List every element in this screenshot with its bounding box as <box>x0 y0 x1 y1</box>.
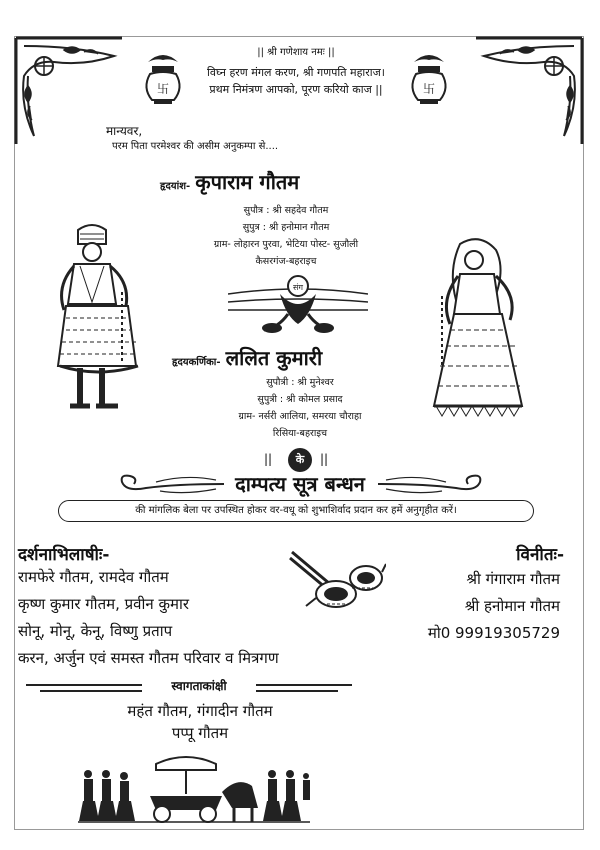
knot-label: संग <box>293 283 303 292</box>
ke-bars-left: || <box>264 452 273 466</box>
kalash-icon-left <box>140 48 186 106</box>
darshan-line: कृष्ण कुमार गौतम, प्रवीन कुमार <box>18 595 189 613</box>
knot-icon <box>228 274 368 336</box>
baraat-procession-illustration <box>76 752 312 826</box>
vineet-list <box>428 566 560 647</box>
vineet-line: मो0 99919305729 <box>427 624 560 642</box>
groom-detail-line: सुपौत्र : श्री सहदेव गौतम <box>243 205 329 216</box>
darshan-line: रामफेरे गौतम, रामदेव गौतम <box>18 568 169 586</box>
darshan-heading: दर्शनाभिलाषीः- <box>18 545 110 565</box>
ke-label: के <box>288 448 312 472</box>
groom-details <box>176 202 396 270</box>
event-title: दाम्पत्य सूत्र बन्धन <box>235 472 365 496</box>
vineet-heading: विनीतः- <box>516 545 564 565</box>
bride-details <box>200 374 400 442</box>
swirl-ornament-right <box>376 470 486 498</box>
darshan-line: सोनू, मोनू, केनू, विष्णु प्रताप <box>18 622 173 640</box>
invite-line: की मांगलिक बेला पर उपस्थित होकर वर-वधू को शुभाशिर्वाद प्रदान कर हमें अनुगृहीत करें। <box>58 500 534 522</box>
bride-illustration <box>430 236 526 428</box>
groom-name: कृपाराम गौतम <box>195 170 300 194</box>
couplet <box>186 64 406 98</box>
welcome-line: पप्पू गौतम <box>171 724 229 742</box>
darshan-line: करन, अर्जुन एवं समस्त गौतम परिवार व मित्रगण <box>18 649 279 667</box>
couplet-line-1: विघ्न हरण मंगल करण, श्री गणपति महाराज। <box>207 66 385 79</box>
salutation: मान्यवर, <box>106 124 143 138</box>
svg-text:卐: 卐 <box>156 82 170 96</box>
bride-detail-line: सुपुत्री : श्री कोमल प्रसाद <box>257 394 343 405</box>
kalash-icon-right <box>406 48 452 106</box>
groom-detail-line: ग्राम- लोहारन पुरवा, भेटिया पोस्ट- सुजौली <box>213 239 359 250</box>
bride-prefix: हृदयकर्णिका- <box>172 357 221 368</box>
divider-right <box>256 690 338 692</box>
groom-detail-line: कैसरगंज-बहराइच <box>255 256 317 267</box>
divider-right <box>256 684 352 686</box>
vineet-line: श्री हनोमान गौतम <box>464 597 560 615</box>
svg-text:卐: 卐 <box>422 82 436 96</box>
dhol-drums-icon <box>286 548 386 612</box>
vineet-line: श्री गंगाराम गौतम <box>466 570 560 588</box>
bride-title <box>172 344 322 371</box>
couplet-line-2: प्रथम निमंत्रण आपको, पूरण करियो काज || <box>209 83 383 96</box>
divider-left <box>40 690 142 692</box>
invocation-text: || श्री गणेशाय नमः || <box>257 47 335 58</box>
blessing-line: परम पिता परमेश्वर की असीम अनुकम्पा से.... <box>112 141 279 152</box>
ke-bars-right: || <box>320 452 329 466</box>
welcome-heading: स्वागताकांक्षी <box>171 679 227 693</box>
welcome-list <box>40 700 360 744</box>
bride-detail-line: ग्राम- नर्सरी आलिया, समरया चौराहा <box>238 411 362 422</box>
groom-title <box>160 168 299 195</box>
groom-illustration <box>40 222 140 420</box>
welcome-line: महंत गौतम, गंगादीन गौतम <box>127 702 273 720</box>
groom-prefix: हृदयांश- <box>160 181 191 192</box>
groom-detail-line: सुपुत्र : श्री हनोमान गौतम <box>242 222 330 233</box>
bride-name: ललित कुमारी <box>225 346 323 370</box>
corner-ornament-top-right <box>474 36 584 146</box>
divider-left <box>26 684 142 686</box>
ke-badge <box>262 448 338 472</box>
bride-detail-line: रिसिया-बहराइच <box>272 428 328 439</box>
bride-detail-line: सुपौत्री : श्री मुनेश्वर <box>266 377 334 388</box>
